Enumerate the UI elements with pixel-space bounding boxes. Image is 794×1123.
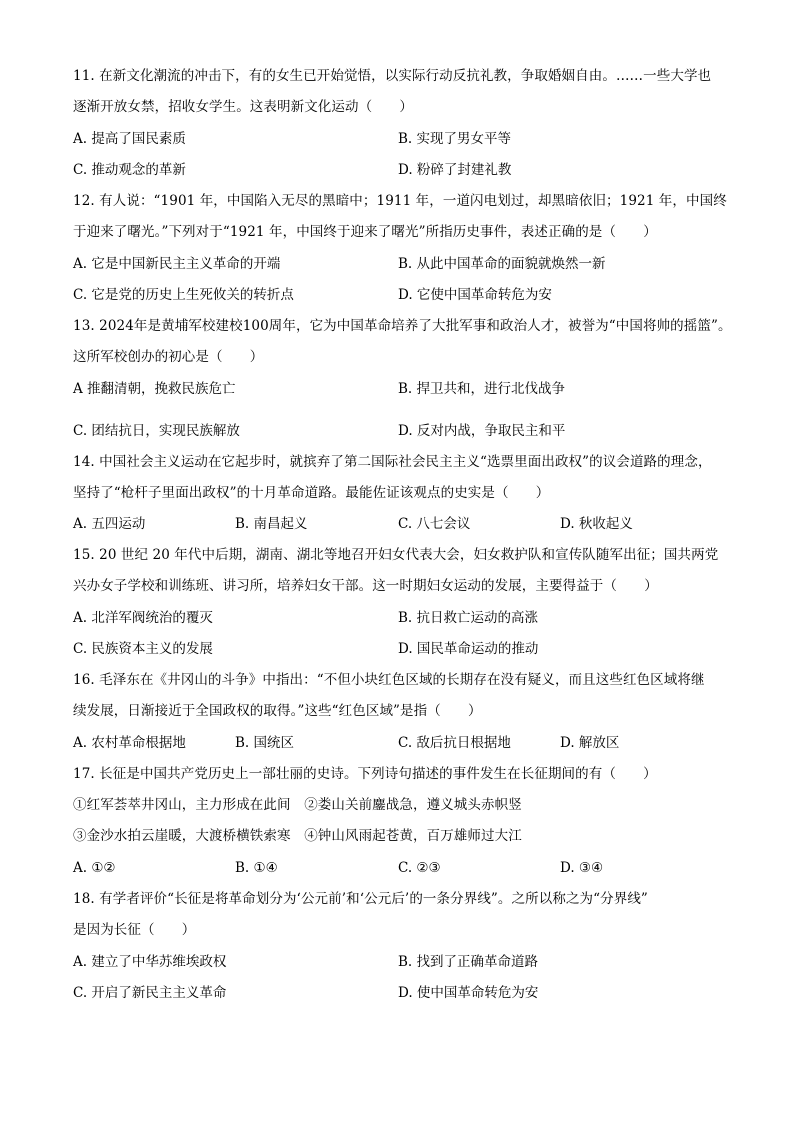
question-13-option-c: C. 团结抗日，实现民族解放 (73, 423, 240, 439)
question-18-option-c: C. 开启了新民主主义革命 (73, 985, 227, 1001)
question-11-stem-line-1: 11. 在新文化潮流的冲击下，有的女生已开始觉悟，以实际行动反抗礼教，争取婚姻自由。……一些大学也 (73, 68, 712, 84)
question-17-poem-line-2: ③金沙水拍云崖暖，大渡桥横铁索寒 ④钟山风雨起苍黄，百万雄师过大江 (73, 828, 522, 844)
question-12-option-d: D. 它使中国革命转危为安 (398, 287, 552, 303)
question-15-option-a: A. 北洋军阀统治的覆灭 (73, 610, 213, 626)
question-18-stem-line-2: 是因为长征（ ） (73, 922, 196, 938)
question-16-stem-line-2: 续发展，日渐接近于全国政权的取得。”这些“红色区域”是指（ ） (73, 703, 482, 719)
question-14-option-c: C. 八七会议 (398, 516, 471, 532)
question-16-option-d: D. 解放区 (560, 735, 620, 751)
question-13-option-a: A 推翻清朝，挽救民族危亡 (73, 381, 236, 397)
question-15-option-c: C. 民族资本主义的发展 (73, 641, 213, 657)
question-17-option-b: B. ①④ (235, 860, 278, 876)
question-18-option-d: D. 使中国革命转危为安 (398, 985, 539, 1001)
question-13-stem-line-1: 13. 2024年是黄埔军校建校100周年，它为中国革命培养了大批军事和政治人才，被誉为“中国将帅的摇篮”。 (73, 318, 732, 334)
question-16-stem-line-1: 16. 毛泽东在《井冈山的斗争》中指出：“不但小块红色区域的长期存在没有疑义，而且这些红色区域将继 (73, 672, 705, 688)
question-11-option-a: A. 提高了国民素质 (73, 131, 186, 147)
question-12-stem-line-2: 于迎来了曙光。”下列对于“1921 年，中国终于迎来了曙光”所指历史事件，表述正确的是（ ） (73, 224, 657, 240)
question-18-stem-line-1: 18. 有学者评价“长征是将革命划分为‘公元前’和‘公元后’的一条分界线”。之所以称之为“分界线” (73, 891, 648, 907)
question-11-option-b: B. 实现了男女平等 (398, 131, 512, 147)
question-15-option-d: D. 国民革命运动的推动 (398, 641, 539, 657)
question-16-option-c: C. 敌后抗日根据地 (398, 735, 511, 751)
question-17-option-a: A. ①② (73, 860, 116, 876)
question-12-option-b: B. 从此中国革命的面貌就焕然一新 (398, 256, 606, 272)
question-17-option-d: D. ③④ (560, 860, 604, 876)
question-14-option-b: B. 南昌起义 (235, 516, 308, 532)
question-12-stem-line-1: 12. 有人说：“1901 年，中国陷入无尽的黑暗中；1911 年，一道闪电划过，却黑暗依旧；1921 年，中国终 (73, 193, 727, 209)
question-14-option-d: D. 秋收起义 (560, 516, 633, 532)
question-16-option-a: A. 农村革命根据地 (73, 735, 186, 751)
question-12-option-c: C. 它是党的历史上生死攸关的转折点 (73, 287, 294, 303)
question-15-stem-line-1: 15. 20 世纪 20 年代中后期，湖南、湖北等地召开妇女代表大会，妇女救护队和宣传队随军出征；国共两党 (73, 547, 719, 563)
question-14-stem-line-1: 14. 中国社会主义运动在它起步时，就摈弃了第二国际社会民主主义“选票里面出政权”的议会道路的理念， (73, 454, 712, 470)
question-12-option-a: A. 它是中国新民主主义革命的开端 (73, 256, 281, 272)
question-13-option-d: D. 反对内战，争取民主和平 (398, 423, 566, 439)
question-15-option-b: B. 抗日救亡运动的高涨 (398, 610, 539, 626)
question-13-stem-line-2: 这所军校创办的初心是（ ） (73, 349, 264, 365)
question-17-poem-line-1: ①红军荟萃井冈山，主力形成在此间 ②娄山关前鏖战急，遵义城头赤帜竖 (73, 797, 522, 813)
question-16-option-b: B. 国统区 (235, 735, 295, 751)
question-18-option-b: B. 找到了正确革命道路 (398, 954, 539, 970)
question-14-option-a: A. 五四运动 (73, 516, 146, 532)
question-14-stem-line-2: 坚持了“枪杆子里面出政权”的十月革命道路。最能佐证该观点的史实是（ ） (73, 485, 550, 501)
question-17-option-c: C. ②③ (398, 860, 441, 876)
question-15-stem-line-2: 兴办女子学校和训练班、讲习所，培养妇女干部。这一时期妇女运动的发展，主要得益于（ ） (73, 578, 658, 594)
question-11-stem-line-2: 逐渐开放女禁，招收女学生。这表明新文化运动（ ） (73, 99, 413, 115)
question-11-option-d: D. 粉碎了封建礼教 (398, 162, 512, 178)
question-13-option-b: B. 捍卫共和，进行北伐战争 (398, 381, 566, 397)
question-18-option-a: A. 建立了中华苏维埃政权 (73, 954, 227, 970)
question-11-option-c: C. 推动观念的革新 (73, 162, 186, 178)
question-17-stem-line-1: 17. 长征是中国共产党历史上一部壮丽的史诗。下列诗句描述的事件发生在长征期间的有（ ） (73, 766, 657, 782)
